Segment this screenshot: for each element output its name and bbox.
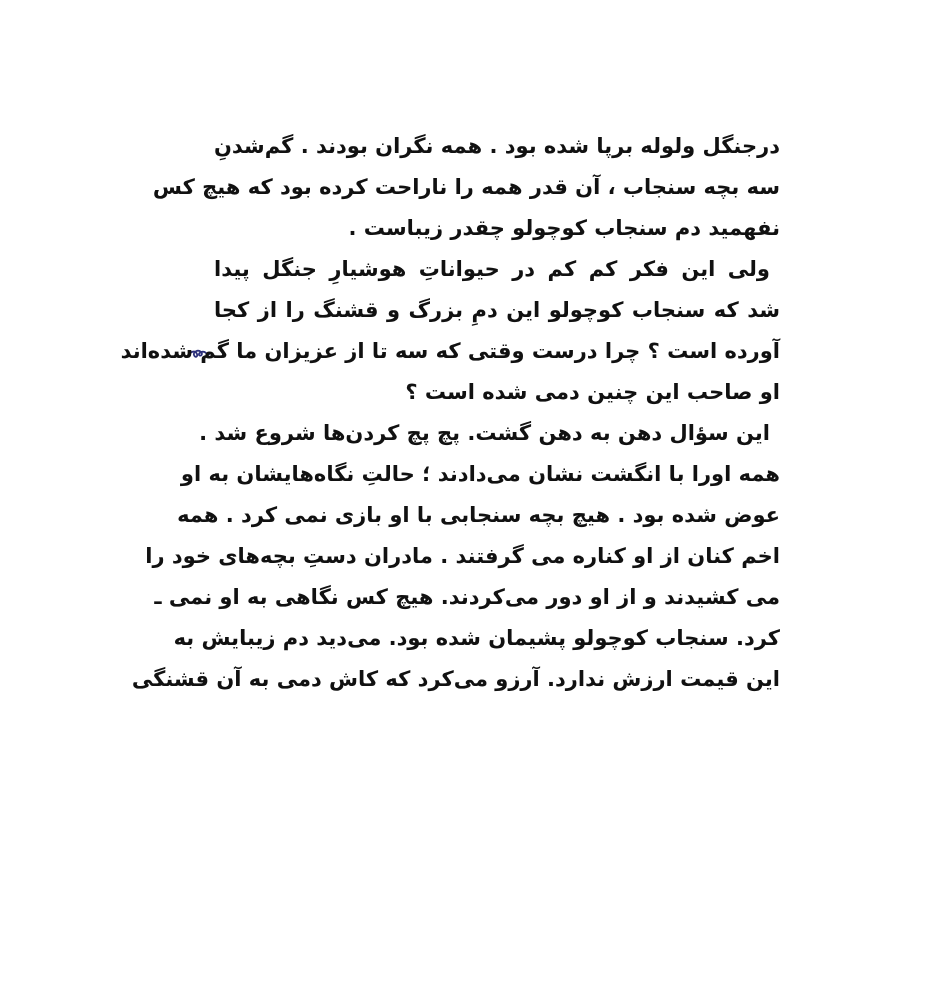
text-line: اخم کنان از او کناره می گرفتند . مادران دستِ بچه‌های خود را xyxy=(145,544,780,568)
text-line: شد که سنجاب کوچولو این دمِ بزرگ و قشنگ را از کجا xyxy=(214,298,780,322)
text-line: ولی این فکر کم کم در حیواناتِ هوشیارِ جنگل پیدا xyxy=(214,257,770,281)
paragraph-1 xyxy=(152,126,780,249)
body-text xyxy=(120,126,780,700)
text-line: او صاحب این چنین دمی شده است ؟ xyxy=(405,380,780,404)
text-line: این قیمت ارزش ندارد. آرزو می‌کرد که کاش دمی به آن قشنگی xyxy=(131,667,780,691)
text-line: کرد. سنجاب کوچولو پشیمان شده بود. می‌دید دم زیبایش به xyxy=(173,626,780,650)
paragraph-2 xyxy=(120,249,780,413)
text-line: همه اورا با انگشت نشان می‌دادند ؛ حالتِ نگاه‌هایشان به او xyxy=(180,462,780,486)
text-line: نفهمید دم سنجاب کوچولو چقدر زیباست . xyxy=(348,216,780,240)
text-line: عوض شده بود . هیچ بچه سنجابی با او بازی نمی کرد . همه xyxy=(177,503,780,527)
text-line: می کشیدند و از او دور می‌کردند. هیچ کس نگاهی به او نمی ـ xyxy=(154,585,780,609)
text-line: این سؤال دهن به دهن گشت. پچ پچ کردن‌ها شروع شد . xyxy=(199,421,770,445)
paragraph-3 xyxy=(131,413,780,700)
text-line: آورده است ؟ چرا درست وقتی که سه تا از عزیزان ما گم شده‌اند xyxy=(120,339,780,363)
text-line: درجنگل ولوله برپا شده بود . همه نگران بودند . گم‌شدنِ xyxy=(214,134,780,158)
text-line: سه بچه سنجاب ، آن قدر همه را ناراحت کرده بود که هیچ کس xyxy=(152,175,780,199)
